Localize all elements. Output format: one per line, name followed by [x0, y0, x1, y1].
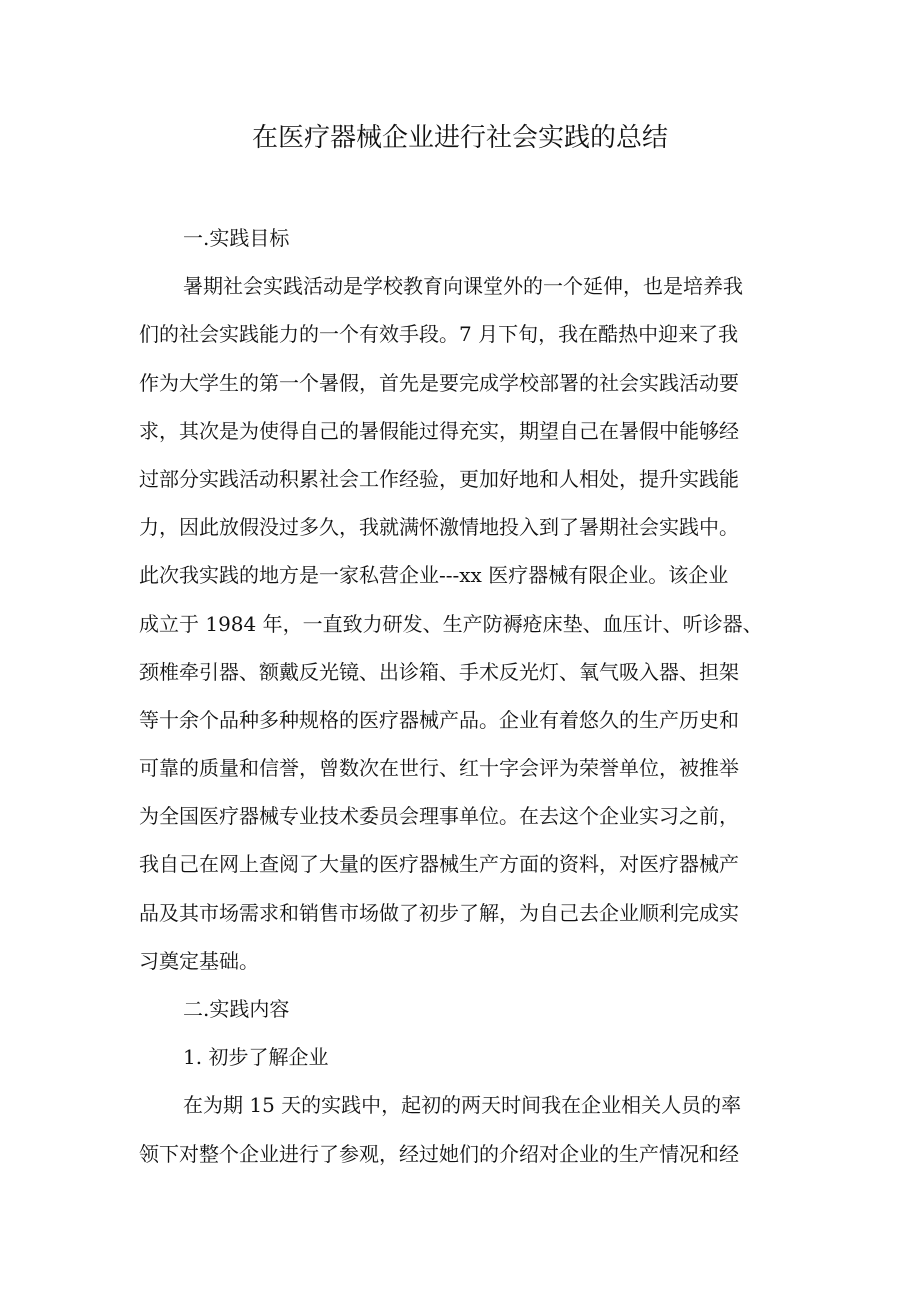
- paragraph-line: 成立于 1984 年，一直致力研发、生产防褥疮床垫、血压计、听诊器、: [139, 611, 763, 636]
- paragraph-line: 可靠的质量和信誉，曾数次在世行、红十字会评为荣誉单位，被推举: [139, 756, 739, 781]
- subsection-heading-understand-company: 1. 初步了解企业: [183, 1045, 329, 1070]
- paragraph-line: 习奠定基础。: [139, 948, 259, 973]
- paragraph-line: 此次我实践的地方是一家私营企业---xx 医疗器械有限企业。该企业: [139, 563, 729, 588]
- document-body: [139, 214, 799, 1178]
- paragraph-line: 们的社会实践能力的一个有效手段。7 月下旬，我在酷热中迎来了我: [139, 322, 739, 347]
- paragraph-line: 我自己在网上查阅了大量的医疗器械生产方面的资料，对医疗器械产: [139, 852, 739, 877]
- paragraph-line: 在为期 15 天的实践中，起初的两天时间我在企业相关人员的率: [183, 1093, 742, 1118]
- paragraph-line: 领下对整个企业进行了参观，经过她们的介绍对企业的生产情况和经: [139, 1141, 739, 1166]
- section-heading-practice-goal: 一.实践目标: [183, 226, 290, 250]
- paragraph-line: 品及其市场需求和销售市场做了初步了解，为自己去企业顺利完成实: [139, 900, 739, 925]
- paragraph-line: 为全国医疗器械专业技术委员会理事单位。在去这个企业实习之前，: [139, 804, 739, 829]
- paragraph-line: 暑期社会实践活动是学校教育向课堂外的一个延伸，也是培养我: [183, 274, 743, 299]
- paragraph-line: 过部分实践活动积累社会工作经验，更加好地和人相处，提升实践能: [139, 466, 739, 491]
- document-title: 在医疗器械企业进行社会实践的总结: [251, 123, 668, 153]
- paragraph-line: 作为大学生的第一个暑假，首先是要完成学校部署的社会实践活动要: [139, 370, 739, 395]
- paragraph-line: 求，其次是为使得自己的暑假能过得充实，期望自己在暑假中能够经: [139, 418, 739, 443]
- paragraph-line: 颈椎牵引器、额戴反光镜、出诊箱、手术反光灯、氧气吸入器、担架: [139, 659, 739, 684]
- paragraph-line: 力，因此放假没过多久，我就满怀激情地投入到了暑期社会实践中。: [139, 515, 739, 540]
- section-heading-practice-content: 二.实践内容: [183, 997, 290, 1021]
- paragraph-line: 等十余个品种多种规格的医疗器械产品。企业有着悠久的生产历史和: [139, 707, 739, 732]
